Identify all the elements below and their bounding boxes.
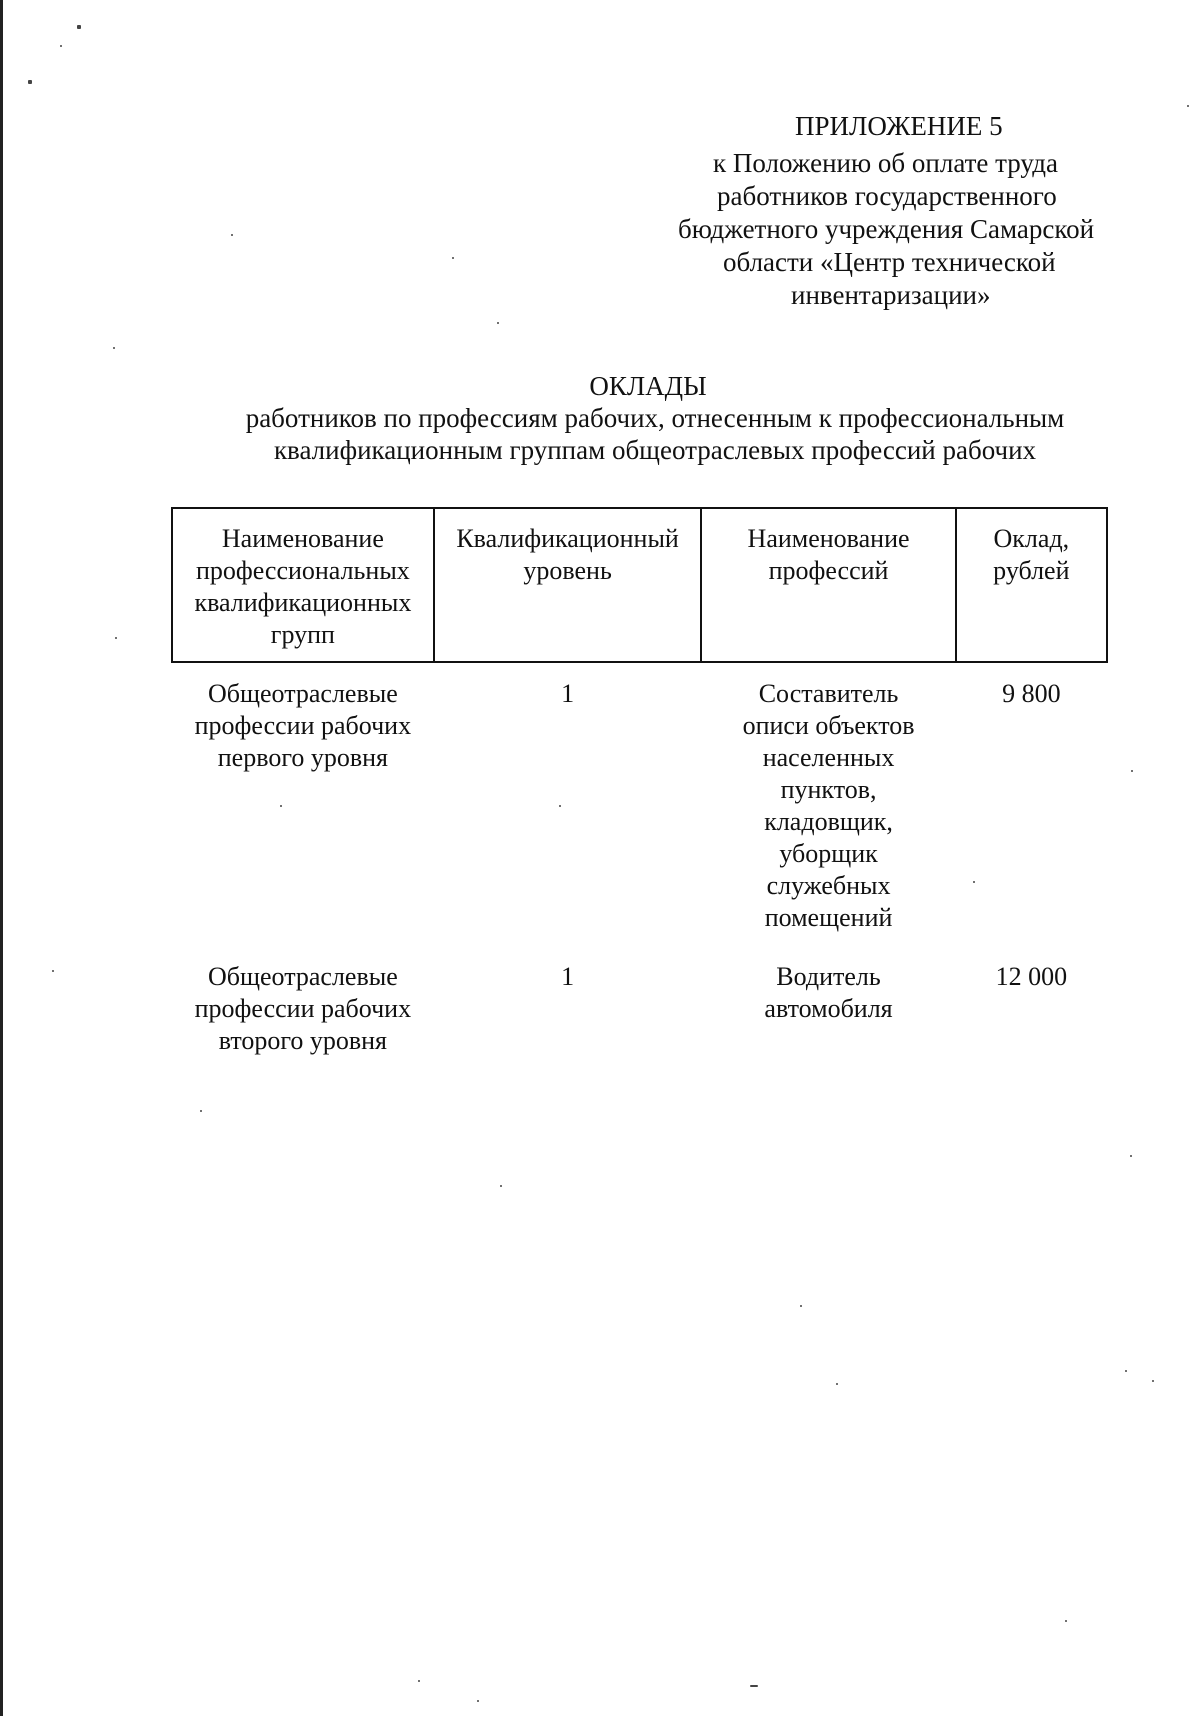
cell-salary: 9 800 (1002, 679, 1061, 708)
appendix-line: работников государственного (717, 181, 1057, 211)
scan-speck (1152, 1380, 1154, 1382)
scan-speck (28, 80, 32, 84)
scan-speck (973, 881, 975, 883)
appendix-heading: ПРИЛОЖЕНИЕ 5 (795, 111, 1003, 141)
header-group-name: Наименование профессиональных квалификационных групп (172, 508, 434, 662)
table-header-row (172, 508, 1107, 662)
scan-speck (113, 347, 115, 349)
cell-professions: Составитель описи объектов населенных пунктов, кладовщик, уборщик служебных помещений (742, 679, 915, 932)
cell-group: Общеотраслевые профессии рабочих первого уровня (194, 679, 412, 772)
scan-speck (836, 1383, 838, 1385)
appendix-line: области «Центр технической (723, 247, 1056, 277)
scan-speck (750, 1685, 758, 1687)
header-qualification-level: Квалификационный уровень (434, 508, 702, 662)
scan-speck (52, 970, 54, 972)
document-title-block (0, 370, 1200, 466)
scan-speck (280, 805, 282, 807)
cell-level: 1 (561, 679, 575, 708)
header-profession-name: Наименование профессий (701, 508, 955, 662)
scan-speck (500, 1185, 502, 1187)
cell-professions: Водитель автомобиля (764, 962, 893, 1023)
scan-speck (477, 1700, 479, 1702)
scan-speck (77, 25, 81, 29)
scan-speck (418, 1680, 420, 1682)
scan-speck (115, 637, 117, 639)
appendix-line: к Положению об оплате труда (713, 148, 1058, 178)
header-salary: Оклад, рублей (956, 508, 1107, 662)
scan-speck (1125, 1370, 1127, 1372)
scan-speck (497, 322, 499, 324)
scan-speck (1130, 1155, 1132, 1157)
scan-speck (452, 257, 454, 259)
scan-speck (200, 1110, 202, 1112)
document-title: ОКЛАДЫ (589, 371, 707, 401)
scan-speck (559, 805, 561, 807)
appendix-line: инвентаризации» (791, 280, 991, 310)
page-scan-edge (0, 0, 3, 1716)
document-subtitle-line: работников по профессиям рабочих, отнесенным к профессиональным (245, 403, 1065, 433)
scan-speck (800, 1305, 802, 1307)
scan-speck (1131, 770, 1133, 772)
table-row (172, 956, 1107, 1057)
document-subtitle-line: квалификационным группам общеотраслевых профессий рабочих (273, 435, 1037, 465)
salary-table (171, 507, 1108, 1057)
scan-speck (1187, 105, 1189, 107)
cell-salary: 12 000 (995, 962, 1068, 991)
cell-group: Общеотраслевые профессии рабочих второго уровня (194, 962, 412, 1055)
cell-level: 1 (561, 962, 575, 991)
scan-speck (231, 234, 233, 236)
appendix-line: бюджетного учреждения Самарской (678, 214, 1095, 244)
scan-speck (1065, 1620, 1067, 1622)
table-row (172, 662, 1107, 956)
scan-speck (60, 45, 62, 47)
